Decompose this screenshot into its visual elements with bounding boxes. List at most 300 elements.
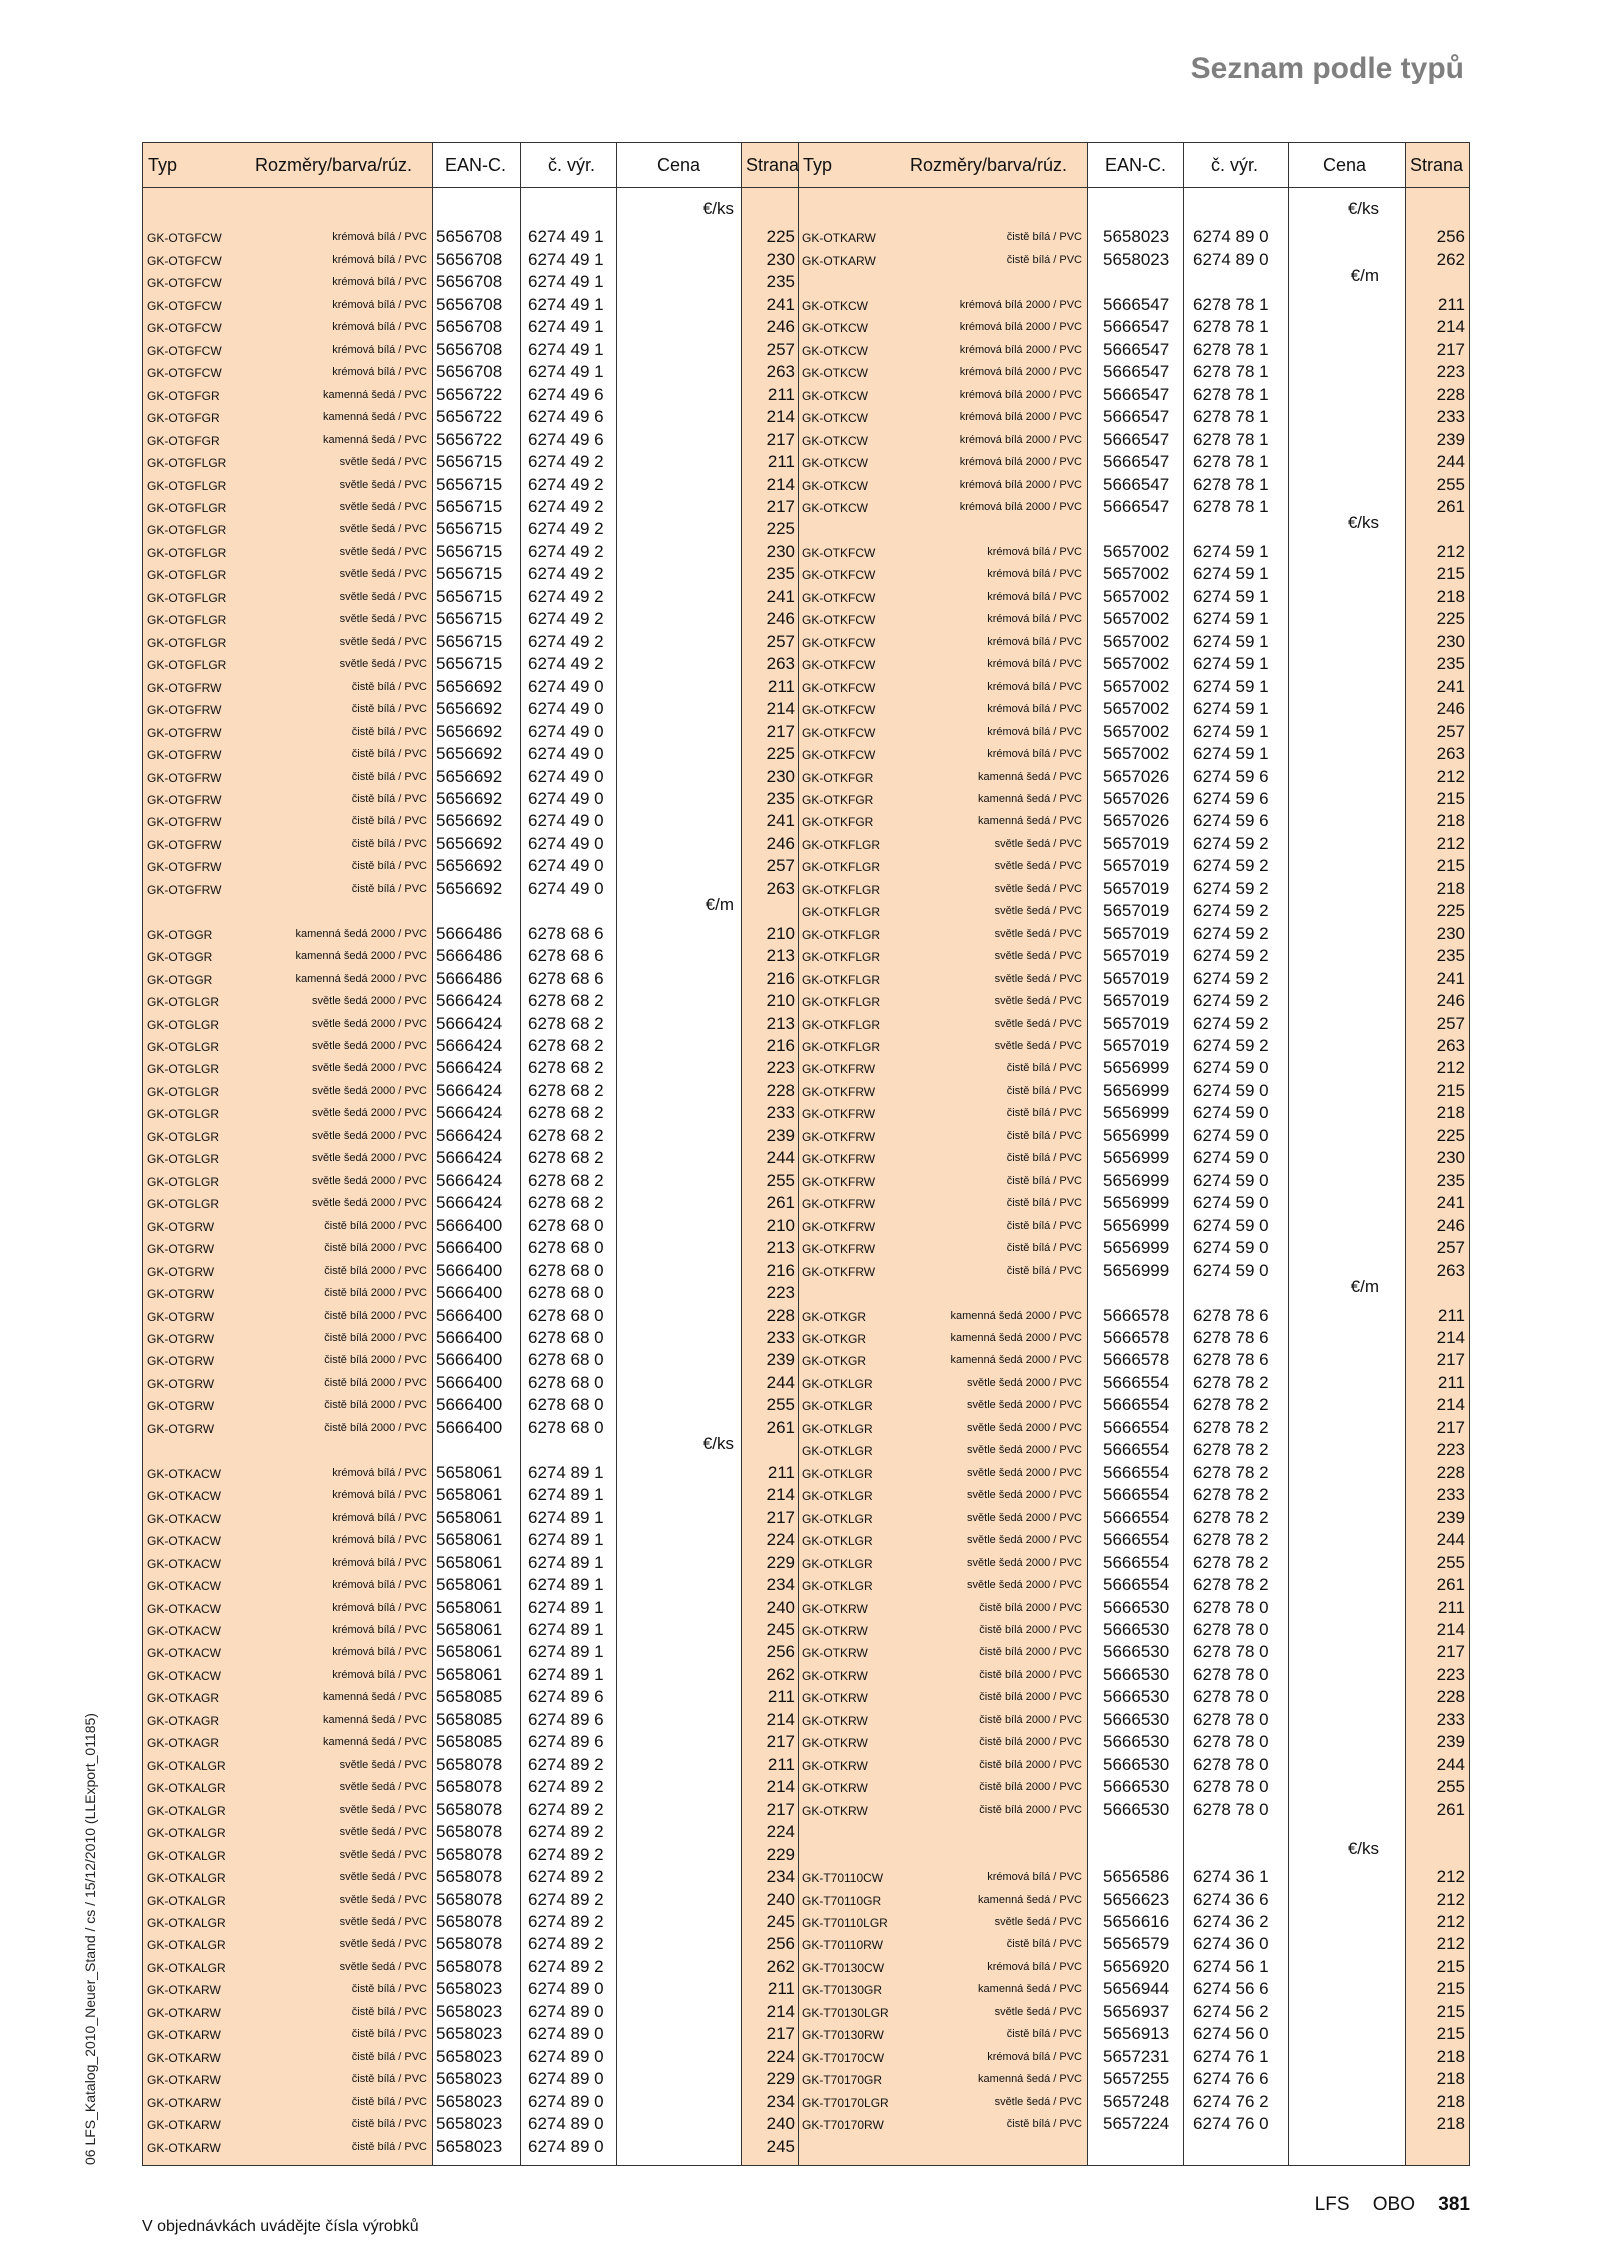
page-cell: 217	[1436, 1642, 1465, 1662]
ean-cell: 5656708	[436, 272, 503, 292]
page-cell: 214	[766, 1709, 795, 1729]
type-cell: GK-T70170LGR	[802, 2095, 889, 2110]
variant-cell: čistě bílá 2000 / PVC	[324, 1287, 427, 1300]
type-cell: GK-OTGFLGR	[147, 456, 227, 471]
type-cell: GK-OTGLGR	[147, 995, 220, 1010]
article-number-cell: 6278 78 0	[1193, 1619, 1269, 1639]
article-number-cell: 6274 49 1	[528, 294, 604, 314]
table-row	[798, 1889, 1465, 1911]
variant-cell: světle šedá / PVC	[339, 500, 427, 513]
article-number-cell: 6274 89 1	[528, 1530, 604, 1550]
ean-cell: 5657019	[1103, 1036, 1170, 1056]
variant-cell: krémová bílá 2000 / PVC	[959, 500, 1082, 513]
ean-cell: 5666554	[1103, 1372, 1170, 1392]
type-cell: GK-OTKARW	[147, 2118, 221, 2133]
article-number-cell: 6278 78 1	[1193, 317, 1269, 337]
type-cell: GK-OTKFCW	[802, 590, 876, 605]
type-cell: GK-OTKARW	[147, 2028, 221, 2043]
table-row	[798, 2046, 1465, 2068]
article-number-cell: 6274 59 1	[1193, 564, 1269, 584]
variant-cell: krémová bílá 2000 / PVC	[959, 298, 1082, 311]
table-row	[143, 1574, 798, 1596]
article-number-cell: 6274 49 0	[528, 878, 604, 898]
page-cell: 262	[766, 1956, 795, 1976]
article-number-cell: 6274 49 0	[528, 744, 604, 764]
article-number-cell: 6278 68 0	[528, 1372, 604, 1392]
page-cell: 214	[766, 2001, 795, 2021]
type-cell: GK-OTKFGR	[802, 770, 874, 785]
page-cell: 240	[766, 2114, 795, 2134]
table-row	[143, 1125, 798, 1147]
page-cell: 240	[766, 1597, 795, 1617]
article-number-cell: 6274 36 1	[1193, 1867, 1269, 1887]
table-row	[798, 1305, 1465, 1327]
table-row	[143, 496, 798, 518]
article-number-cell: 6274 49 6	[528, 407, 604, 427]
type-cell: GK-OTGFLGR	[147, 635, 227, 650]
type-cell: GK-OTKARW	[147, 2005, 221, 2020]
type-cell: GK-OTKFCW	[802, 545, 876, 560]
article-number-cell: 6278 68 6	[528, 946, 604, 966]
table-row	[143, 2023, 798, 2045]
article-number-cell: 6274 89 2	[528, 1777, 604, 1797]
page-cell: 245	[766, 2136, 795, 2156]
variant-cell: čistě bílá / PVC	[1006, 1129, 1082, 1142]
table-row	[143, 1192, 798, 1214]
table-row	[143, 474, 798, 496]
table-row	[143, 361, 798, 383]
ean-cell: 5658078	[436, 1822, 503, 1842]
type-cell: GK-OTKRW	[802, 1646, 868, 1661]
type-cell: GK-OTGLGR	[147, 1084, 220, 1099]
type-cell: GK-OTKFLGR	[802, 995, 881, 1010]
ean-cell: 5657002	[1103, 609, 1170, 629]
page-cell: 218	[1436, 586, 1465, 606]
table-row	[798, 1597, 1465, 1619]
variant-cell: čistě bílá / PVC	[351, 2118, 427, 2131]
variant-cell: kamenná šedá / PVC	[978, 792, 1082, 805]
ean-cell: 5658023	[436, 2069, 503, 2089]
page-cell: 256	[766, 1934, 795, 1954]
variant-cell: krémová bílá / PVC	[987, 725, 1082, 738]
variant-cell: čistě bílá / PVC	[1006, 2028, 1082, 2041]
page-cell: 216	[766, 1036, 795, 1056]
table-row	[798, 1731, 1465, 1753]
type-cell: GK-OTKACW	[147, 1511, 221, 1526]
variant-cell: čistě bílá 2000 / PVC	[324, 1264, 427, 1277]
variant-cell: čistě bílá / PVC	[351, 2005, 427, 2018]
variant-cell: světle šedá / PVC	[339, 635, 427, 648]
variant-cell: světle šedá / PVC	[339, 523, 427, 536]
article-number-cell: 6274 49 6	[528, 429, 604, 449]
table-row	[798, 1327, 1465, 1349]
variant-cell: čistě bílá / PVC	[351, 860, 427, 873]
type-cell: GK-OTKFGR	[802, 792, 874, 807]
header-cena-right: Cena	[1323, 155, 1367, 175]
variant-cell: krémová bílá / PVC	[987, 590, 1082, 603]
ean-cell: 5657019	[1103, 946, 1170, 966]
table-row	[798, 923, 1465, 945]
page-cell: 211	[767, 1462, 795, 1482]
article-number-cell: 6274 59 0	[1193, 1058, 1269, 1078]
page-cell: 241	[1436, 676, 1465, 696]
type-cell: GK-T70110LGR	[802, 1915, 888, 1930]
article-number-cell: 6278 68 2	[528, 1125, 604, 1145]
header-typ-right: Typ	[803, 155, 833, 175]
article-number-cell: 6274 89 2	[528, 1889, 604, 1909]
variant-cell: čistě bílá 2000 / PVC	[324, 1421, 427, 1434]
ean-cell: 5656722	[436, 384, 503, 404]
page-cell: 214	[766, 699, 795, 719]
header-cislo-right: č. výr.	[1211, 155, 1259, 175]
ean-cell: 5666530	[1103, 1777, 1170, 1797]
article-number-cell: 6274 59 0	[1193, 1170, 1269, 1190]
table-row	[143, 1305, 798, 1327]
page-cell: 217	[1436, 1417, 1465, 1437]
variant-cell: krémová bílá / PVC	[987, 658, 1082, 671]
page-cell: 230	[1436, 923, 1465, 943]
variant-cell: čistě bílá / PVC	[1006, 1264, 1082, 1277]
table-row	[143, 1933, 798, 1955]
table-row	[798, 1574, 1465, 1596]
table-row	[143, 1889, 798, 1911]
variant-cell: čistě bílá / PVC	[1006, 253, 1082, 266]
article-number-cell: 6274 59 2	[1193, 1036, 1269, 1056]
type-cell: GK-OTGLGR	[147, 1129, 220, 1144]
type-cell: GK-T70110GR	[802, 1893, 882, 1908]
table-row	[798, 743, 1465, 765]
page-cell: 228	[1436, 384, 1465, 404]
table-row	[143, 721, 798, 743]
price-unit: €/ks	[702, 1434, 734, 1454]
variant-cell: světle šedá / PVC	[994, 1040, 1082, 1053]
ean-cell: 5656999	[1103, 1260, 1170, 1280]
variant-cell: světle šedá / PVC	[994, 837, 1082, 850]
page-cell: 241	[766, 586, 795, 606]
table-row	[143, 923, 798, 945]
type-cell: GK-OTKGR	[802, 1354, 867, 1369]
table-row	[143, 1821, 798, 1843]
side-print-info: 06 LFS_Katalog_2010_Neuer_Stand / cs / 15/12/2010 (LLExport_01185)	[82, 1713, 98, 2165]
ean-cell: 5666578	[1103, 1350, 1170, 1370]
type-cell: GK-T70110CW	[802, 1871, 884, 1886]
ean-cell: 5666554	[1103, 1552, 1170, 1572]
page-cell: 255	[1436, 1552, 1465, 1572]
variant-cell: čistě bílá 2000 / PVC	[979, 1736, 1082, 1749]
variant-cell: čistě bílá / PVC	[351, 882, 427, 895]
ean-cell: 5666530	[1103, 1619, 1170, 1639]
ean-cell: 5656715	[436, 474, 503, 494]
type-cell: GK-T70130LGR	[802, 2005, 889, 2020]
page-cell: 223	[766, 1058, 795, 1078]
page-cell: 244	[1436, 452, 1465, 472]
ean-cell: 5666547	[1103, 407, 1170, 427]
variant-cell: čistě bílá 2000 / PVC	[324, 1242, 427, 1255]
article-number-cell: 6278 78 1	[1193, 429, 1269, 449]
variant-cell: čistě bílá / PVC	[351, 2028, 427, 2041]
table-row	[143, 1911, 798, 1933]
price-unit: €/ks	[1347, 1838, 1379, 1858]
ean-cell: 5666554	[1103, 1485, 1170, 1505]
ean-cell: 5658078	[436, 1777, 503, 1797]
article-number-cell: 6274 56 6	[1193, 1979, 1269, 1999]
table-row	[798, 1147, 1465, 1169]
article-number-cell: 6278 78 1	[1193, 384, 1269, 404]
variant-cell: světle šedá / PVC	[994, 860, 1082, 873]
type-cell: GK-OTGFCW	[147, 366, 222, 381]
page-cell: 223	[1436, 1440, 1465, 1460]
table-row	[798, 2001, 1465, 2023]
article-number-cell: 6274 49 0	[528, 811, 604, 831]
ean-cell: 5666424	[436, 1080, 503, 1100]
table-row	[798, 339, 1465, 361]
variant-cell: čistě bílá / PVC	[351, 815, 427, 828]
article-number-cell: 6274 49 6	[528, 384, 604, 404]
type-cell: GK-OTGFLGR	[147, 545, 227, 560]
product-table	[142, 142, 1470, 2166]
page-cell: 239	[1436, 1732, 1465, 1752]
article-number-cell: 6274 49 2	[528, 631, 604, 651]
price-unit: €/m	[1350, 1277, 1379, 1297]
table-row	[798, 1686, 1465, 1708]
page-cell: 257	[1436, 1013, 1465, 1033]
type-cell: GK-OTGFGR	[147, 411, 220, 426]
ean-cell: 5656692	[436, 878, 503, 898]
type-cell: GK-OTKCW	[802, 456, 868, 471]
page-cell: 240	[766, 1889, 795, 1909]
variant-cell: světle šedá / PVC	[339, 590, 427, 603]
type-cell: GK-OTKACW	[147, 1466, 221, 1481]
page-cell: 211	[767, 1979, 795, 1999]
variant-cell: krémová bílá / PVC	[987, 748, 1082, 761]
page-cell: 230	[766, 541, 795, 561]
page-cell: 233	[1436, 407, 1465, 427]
table-row	[798, 429, 1465, 451]
variant-cell: čistě bílá 2000 / PVC	[979, 1713, 1082, 1726]
table-row	[143, 1597, 798, 1619]
page-cell: 225	[1436, 609, 1465, 629]
ean-cell: 5658078	[436, 1867, 503, 1887]
page-cell: 211	[767, 384, 795, 404]
type-cell: GK-OTKLGR	[802, 1466, 873, 1481]
page-cell: 263	[766, 878, 795, 898]
page-cell: 233	[1436, 1485, 1465, 1505]
page-cell: 239	[1436, 429, 1465, 449]
page-cell: 214	[1436, 317, 1465, 337]
ean-cell: 5666547	[1103, 362, 1170, 382]
article-number-cell: 6274 59 0	[1193, 1193, 1269, 1213]
variant-cell: světle šedá 2000 / PVC	[967, 1556, 1082, 1569]
variant-cell: světle šedá 2000 / PVC	[312, 995, 427, 1008]
table-row	[798, 586, 1465, 608]
type-cell: GK-T70170CW	[802, 2050, 885, 2065]
article-number-cell: 6278 78 1	[1193, 452, 1269, 472]
ean-cell: 5666547	[1103, 317, 1170, 337]
variant-cell: kamenná šedá / PVC	[978, 1983, 1082, 1996]
type-cell: GK-OTKAGR	[147, 1736, 220, 1751]
article-number-cell: 6278 78 1	[1193, 339, 1269, 359]
article-number-cell: 6274 59 6	[1193, 766, 1269, 786]
variant-cell: kamenná šedá 2000 / PVC	[295, 927, 427, 940]
table-row	[798, 1799, 1465, 1821]
ean-cell: 5656708	[436, 227, 503, 247]
article-number-cell: 6274 89 2	[528, 1799, 604, 1819]
page-cell: 241	[1436, 968, 1465, 988]
type-cell: GK-OTKCW	[802, 478, 868, 493]
ean-cell: 5658078	[436, 1754, 503, 1774]
type-cell: GK-OTKACW	[147, 1556, 221, 1571]
ean-cell: 5666547	[1103, 339, 1170, 359]
ean-cell: 5657002	[1103, 631, 1170, 651]
table-row	[798, 945, 1465, 967]
page-cell: 214	[1436, 1395, 1465, 1415]
article-number-cell: 6274 89 2	[528, 1867, 604, 1887]
article-number-cell: 6278 78 1	[1193, 496, 1269, 516]
type-cell: GK-OTKFLGR	[802, 972, 881, 987]
article-number-cell: 6278 78 0	[1193, 1687, 1269, 1707]
page-cell: 245	[766, 1911, 795, 1931]
ean-cell: 5666530	[1103, 1642, 1170, 1662]
table-row	[798, 1709, 1465, 1731]
ean-cell: 5666554	[1103, 1462, 1170, 1482]
ean-cell: 5658085	[436, 1687, 503, 1707]
ean-cell: 5656708	[436, 317, 503, 337]
ean-cell: 5658023	[1103, 227, 1170, 247]
variant-cell: krémová bílá / PVC	[987, 568, 1082, 581]
article-number-cell: 6274 76 0	[1193, 2114, 1269, 2134]
ean-cell: 5658061	[436, 1462, 503, 1482]
table-row	[143, 1619, 798, 1641]
table-row	[143, 1844, 798, 1866]
page-cell: 230	[766, 766, 795, 786]
type-cell: GK-T70110RW	[802, 1938, 883, 1953]
variant-cell: čistě bílá / PVC	[351, 1983, 427, 1996]
article-number-cell: 6278 78 2	[1193, 1575, 1269, 1595]
type-cell: GK-OTGRW	[147, 1376, 215, 1391]
type-cell: GK-OTGRW	[147, 1264, 215, 1279]
variant-cell: krémová bílá / PVC	[332, 321, 427, 334]
type-cell: GK-OTKALGR	[147, 1848, 226, 1863]
variant-cell: světle šedá / PVC	[994, 1017, 1082, 1030]
ean-cell: 5666547	[1103, 496, 1170, 516]
ean-cell: 5657019	[1103, 968, 1170, 988]
article-number-cell: 6274 89 6	[528, 1687, 604, 1707]
variant-cell: kamenná šedá / PVC	[323, 1691, 427, 1704]
ean-cell: 5656913	[1103, 2024, 1170, 2044]
page-cell: 217	[766, 2024, 795, 2044]
type-cell: GK-OTKCW	[802, 411, 868, 426]
article-number-cell: 6274 56 0	[1193, 2024, 1269, 2044]
table-row	[798, 361, 1465, 383]
type-cell: GK-OTGFRW	[147, 680, 222, 695]
article-number-cell: 6274 89 2	[528, 1822, 604, 1842]
table-row	[143, 2001, 798, 2023]
page-cell: 245	[766, 1619, 795, 1639]
page-cell: 255	[766, 1395, 795, 1415]
variant-cell: světle šedá / PVC	[339, 1960, 427, 1973]
table-row	[798, 406, 1465, 428]
type-cell: GK-OTKRW	[802, 1668, 868, 1683]
article-number-cell: 6274 59 0	[1193, 1238, 1269, 1258]
page-cell: 239	[1436, 1507, 1465, 1527]
article-number-cell: 6274 59 0	[1193, 1125, 1269, 1145]
type-cell: GK-T70130GR	[802, 1983, 883, 1998]
variant-cell: světle šedá / PVC	[339, 1803, 427, 1816]
type-cell: GK-OTGLGR	[147, 1062, 220, 1077]
article-number-cell: 6278 68 2	[528, 1013, 604, 1033]
type-cell: GK-OTKARW	[802, 253, 876, 268]
page-cell: 228	[766, 1305, 795, 1325]
type-cell: GK-OTKARW	[147, 2050, 221, 2065]
table-row	[798, 676, 1465, 698]
price-unit: €/ks	[702, 199, 734, 218]
variant-cell: krémová bílá / PVC	[332, 1511, 427, 1524]
page-cell: 212	[1436, 1889, 1465, 1909]
ean-cell: 5656692	[436, 856, 503, 876]
variant-cell: světle šedá / PVC	[339, 1758, 427, 1771]
ean-cell: 5666530	[1103, 1687, 1170, 1707]
ean-cell: 5658061	[436, 1642, 503, 1662]
ean-cell: 5666547	[1103, 429, 1170, 449]
ean-cell: 5657002	[1103, 721, 1170, 741]
variant-cell: krémová bílá 2000 / PVC	[959, 456, 1082, 469]
ean-cell: 5666424	[436, 1103, 503, 1123]
type-cell: GK-OTKFRW	[802, 1219, 876, 1234]
table-row	[143, 1776, 798, 1798]
table-row	[143, 429, 798, 451]
table-row	[798, 1529, 1465, 1551]
type-cell: GK-OTKFRW	[802, 1264, 876, 1279]
article-number-cell: 6278 78 0	[1193, 1664, 1269, 1684]
table-row	[798, 788, 1465, 810]
article-number-cell: 6278 78 6	[1193, 1328, 1269, 1347]
page-cell: 246	[766, 609, 795, 629]
ean-cell: 5666530	[1103, 1597, 1170, 1617]
table-row	[143, 631, 798, 653]
article-number-cell: 6278 68 0	[528, 1417, 604, 1437]
article-number-cell: 6274 49 1	[528, 362, 604, 382]
ean-cell: 5656708	[436, 362, 503, 382]
variant-cell: světle šedá / PVC	[994, 2095, 1082, 2108]
variant-cell: kamenná šedá / PVC	[978, 815, 1082, 828]
ean-cell: 5666554	[1103, 1440, 1170, 1460]
table-row	[143, 1552, 798, 1574]
article-number-cell: 6278 78 6	[1193, 1350, 1269, 1370]
ean-cell: 5656715	[436, 654, 503, 674]
variant-cell: krémová bílá / PVC	[332, 1534, 427, 1547]
page-cell: 224	[766, 2046, 795, 2066]
table-row	[143, 1507, 798, 1529]
table-row	[798, 226, 1465, 248]
table-row	[143, 451, 798, 473]
variant-cell: světle šedá 2000 / PVC	[967, 1511, 1082, 1524]
type-cell: GK-OTKACW	[147, 1623, 221, 1638]
page-cell: 235	[766, 564, 795, 584]
variant-cell: světle šedá 2000 / PVC	[967, 1466, 1082, 1479]
type-cell: GK-OTKALGR	[147, 1893, 226, 1908]
header-strana-right: Strana	[1410, 155, 1464, 175]
type-cell: GK-OTKRW	[802, 1781, 868, 1796]
ean-cell: 5657248	[1103, 2091, 1170, 2111]
table-row	[143, 1641, 798, 1663]
type-cell: GK-OTKCW	[802, 321, 868, 336]
type-cell: GK-OTKFLGR	[802, 1040, 881, 1055]
article-number-cell: 6274 49 1	[528, 227, 604, 247]
article-number-cell: 6274 89 0	[528, 2024, 604, 2044]
table-row	[798, 563, 1465, 585]
type-cell: GK-OTKRW	[802, 1758, 868, 1773]
table-row	[143, 1013, 798, 1035]
